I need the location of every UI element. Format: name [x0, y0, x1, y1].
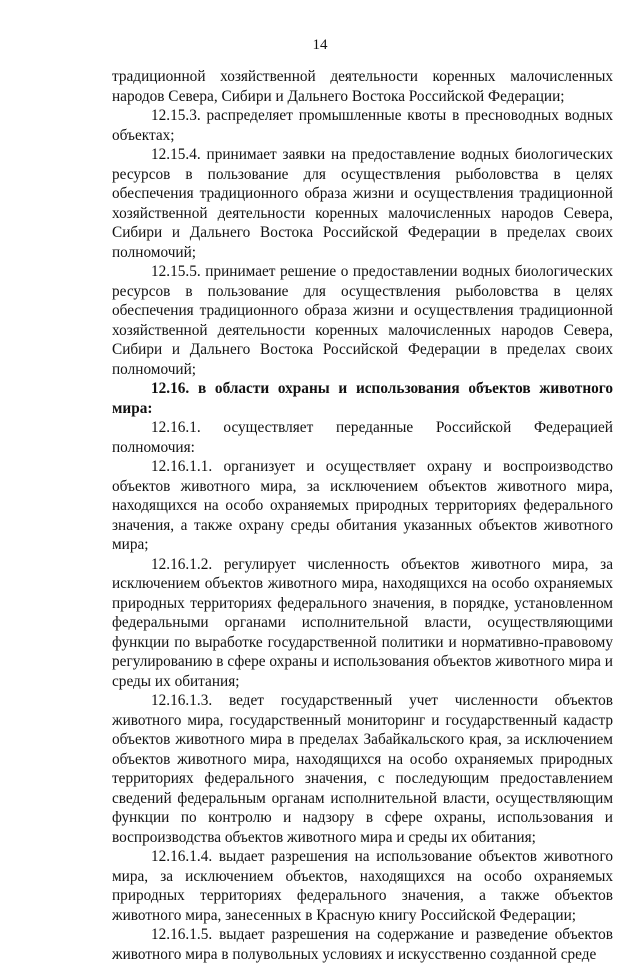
paragraph-12-16-1-5: 12.16.1.5. выдает разрешения на содержание и разведение объектов животного мира в полувольных условиях и искусственно созданной среде — [112, 926, 613, 963]
paragraph-12-16-1-1: 12.16.1.1. организует и осуществляет охрану и воспроизводство объектов животного мира, за исключением объектов животного мира, находящихся на особо охраняемых природных территориях федерального значения, а также охрану среды обитания указанных объектов животного мира; — [112, 458, 613, 553]
page-number: 14 — [312, 37, 328, 53]
section-heading-12-16: 12.16. в области охраны и использования объектов животного мира: — [112, 380, 613, 417]
paragraph-12-16-1: 12.16.1. осуществляет переданные Российской Федерацией полномочия: — [112, 419, 613, 456]
document-body — [112, 67, 613, 964]
paragraph-12-16-1-3: 12.16.1.3. ведет государственный учет численности объектов животного мира, государственный мониторинг и государственный кадастр объектов животного мира в пределах Забайкальского края, за исключением объектов животного мира, находящихся на особо охраняемых природных территориях федерального значения, с последующим предоставлением сведений федеральным органам исполнительной власти, осуществляющим функции по контролю и надзору в сфере охраны, использования и воспроизводства объектов животного мира и среды их обитания; — [112, 692, 613, 846]
paragraph-12-15-4: 12.15.4. принимает заявки на предоставление водных биологических ресурсов в пользование для осуществления рыболовства в целях обеспечения традиционного образа жизни и осуществления традиционной хозяйственной деятельности коренных малочисленных народов Севера, Сибири и Дальнего Востока Российской Федерации в пределах своих полномочий; — [112, 146, 613, 261]
paragraph-12-15-5: 12.15.5. принимает решение о предоставлении водных биологических ресурсов в пользование для осуществления рыболовства в целях обеспечения традиционного образа жизни и осуществления традиционной хозяйственной деятельности коренных малочисленных народов Севера, Сибири и Дальнего Востока Российской Федерации в пределах своих полномочий; — [112, 263, 613, 378]
paragraph-12-16-1-4: 12.16.1.4. выдает разрешения на использование объектов животного мира, за исключением объектов, находящихся на особо охраняемых природных территориях федерального значения, а также объектов животного мира, занесенных в Красную книгу Российской Федерации; — [112, 848, 613, 924]
paragraph-12-16-1-2: 12.16.1.2. регулирует численность объектов животного мира, за исключением объектов животного мира, находящихся на особо охраняемых природных территориях федерального значения, в порядке, установленном федеральными органами исполнительной власти, осуществляющими функции по выработке государственной политики и нормативно-правовому регулированию в сфере охраны и использования объектов животного мира и среды их обитания; — [112, 555, 613, 690]
paragraph-12-15-3: 12.15.3. распределяет промышленные квоты в пресноводных водных объектах; — [112, 107, 613, 144]
paragraph-continuation: традиционной хозяйственной деятельности коренных малочисленных народов Севера, Сибири и Дальнего Востока Российской Федерации; — [112, 68, 613, 105]
